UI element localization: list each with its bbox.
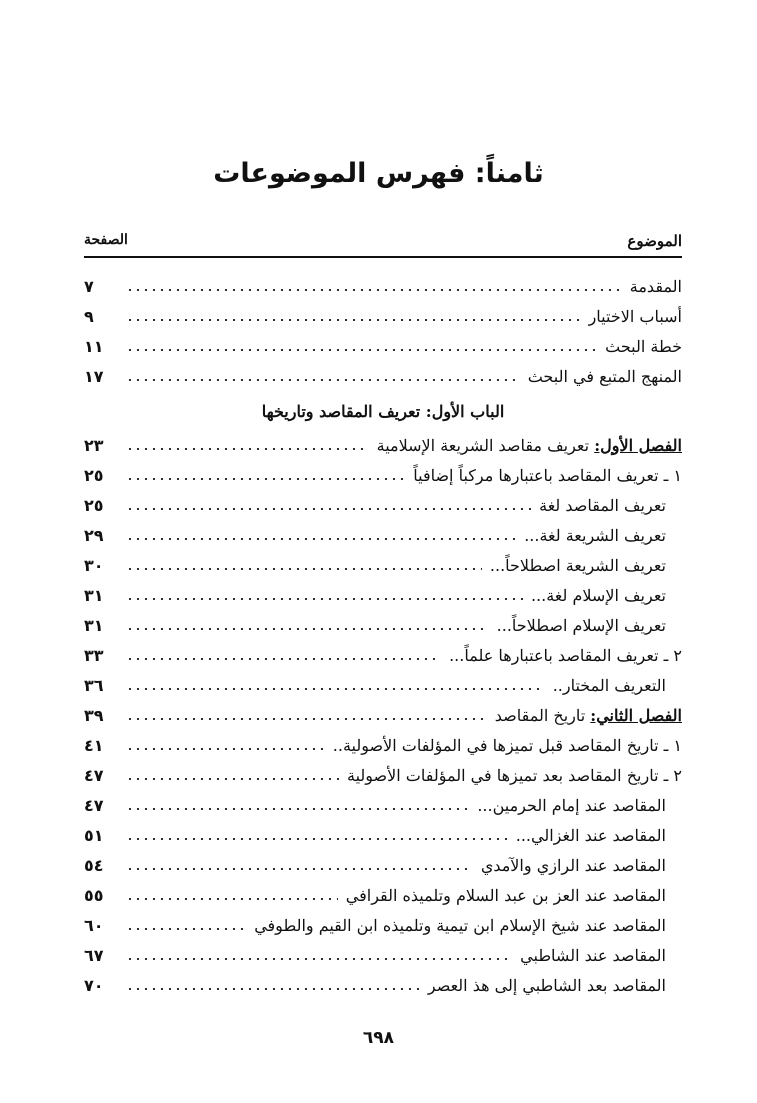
entry-page: ٤٧ xyxy=(84,765,104,785)
entry-page: ٣٣ xyxy=(84,645,104,665)
index-entry xyxy=(84,670,682,700)
index-entry xyxy=(84,640,682,670)
dot-leader xyxy=(126,838,508,840)
entry-page: ٦٠ xyxy=(84,915,104,935)
index-entry xyxy=(84,331,682,361)
index-entry xyxy=(84,910,682,940)
index-entry-chapter xyxy=(84,430,682,460)
dot-leader xyxy=(126,289,622,291)
index-entry xyxy=(84,580,682,610)
entry-page: ٧٠ xyxy=(84,975,104,995)
entry-title: أسباب الاختيار xyxy=(588,306,682,326)
topic-column-header: الموضوع xyxy=(627,232,682,250)
entry-page: ٩ xyxy=(84,306,94,326)
entry-title: ١ ـ تعريف المقاصد باعتبارها مركباً إضافياً xyxy=(413,465,682,485)
entry-title: خطة البحث xyxy=(605,336,682,356)
entry-title: تعريف الشريعة اصطلاحاً... xyxy=(489,555,666,575)
index-header xyxy=(84,232,682,258)
chapter-title: تاريخ المقاصد xyxy=(494,705,586,725)
entry-page: ٤٧ xyxy=(84,795,104,815)
entry-page: ١١ xyxy=(84,336,104,356)
index-entry xyxy=(84,850,682,880)
index-entry xyxy=(84,460,682,490)
entry-title: المقاصد عند الغزالي... xyxy=(515,825,666,845)
page-number: ٦٩٨ xyxy=(362,1028,395,1048)
entry-page: ٦٧ xyxy=(84,945,104,965)
chapter-title: تعريف مقاصد الشريعة الإسلامية xyxy=(376,435,590,455)
index-entry xyxy=(84,610,682,640)
entry-title: ٢ ـ تعريف المقاصد باعتبارها علماً... xyxy=(449,645,682,665)
entry-page: ٧ xyxy=(84,276,94,296)
dot-leader xyxy=(126,319,581,321)
dot-leader xyxy=(126,658,441,660)
entry-page: ٣١ xyxy=(84,585,104,605)
entry-page: ٥٥ xyxy=(84,885,104,905)
entry-page: ٥٤ xyxy=(84,855,104,875)
entry-title: المقاصد عند شيخ الإسلام ابن تيمية وتلميذه ابن القيم والطوفي xyxy=(254,915,666,935)
page-column-header: الصفحة xyxy=(84,232,128,248)
entry-title: المقاصد عند الشاطبي xyxy=(520,945,666,965)
dot-leader xyxy=(126,688,545,690)
entry-page: ٢٣ xyxy=(84,435,104,455)
index-entry xyxy=(84,820,682,850)
entry-page: ٣١ xyxy=(84,615,104,635)
entry-title: ١ ـ تاريخ المقاصد قبل تميزها في المؤلفات الأصولية.. xyxy=(332,735,682,755)
entry-title: تعريف الإسلام لغة... xyxy=(530,585,666,605)
dot-leader xyxy=(126,778,339,780)
dot-leader xyxy=(126,808,469,810)
dot-leader xyxy=(126,538,516,540)
entry-page: ٥١ xyxy=(84,825,104,845)
entry-page: ٣٠ xyxy=(84,555,104,575)
dot-leader xyxy=(126,478,405,480)
dot-leader xyxy=(126,508,531,510)
entry-title: المقاصد عند الرازي والآمدي xyxy=(480,855,666,875)
entry-title xyxy=(377,436,682,455)
entry-page: ٢٩ xyxy=(84,525,104,545)
chapter-label: الفصل الثاني: xyxy=(590,705,682,725)
index-entry xyxy=(84,730,682,760)
section-heading: الباب الأول: تعريف المقاصد وتاريخها xyxy=(261,402,505,421)
entry-title: المقاصد عند إمام الحرمين... xyxy=(477,795,666,815)
index-entry xyxy=(84,301,682,331)
entry-title: المنهج المتبع في البحث xyxy=(527,366,682,386)
entry-title: المقاصد عند العز بن عبد السلام وتلميذه القرافي xyxy=(345,885,666,905)
dot-leader xyxy=(126,568,482,570)
index-entry xyxy=(84,271,682,301)
dot-leader xyxy=(126,598,523,600)
index-entry xyxy=(84,970,682,1000)
index-entry xyxy=(84,490,682,520)
dot-leader xyxy=(126,448,369,450)
index-entry-chapter xyxy=(84,700,682,730)
entry-title: تعريف الإسلام اصطلاحاً... xyxy=(496,615,666,635)
entry-title: المقدمة xyxy=(629,276,682,296)
entry-page: ١٧ xyxy=(84,366,104,386)
dot-leader xyxy=(126,379,520,381)
dot-leader xyxy=(126,868,473,870)
dot-leader xyxy=(126,718,487,720)
index-entry xyxy=(84,940,682,970)
entry-page: ٣٩ xyxy=(84,705,104,725)
index-entry xyxy=(84,520,682,550)
dot-leader xyxy=(126,988,420,990)
dot-leader xyxy=(126,748,325,750)
entry-title: تعريف الشريعة لغة... xyxy=(524,525,666,545)
entry-title: ٢ ـ تاريخ المقاصد بعد تميزها في المؤلفات الأصولية xyxy=(347,765,682,785)
entry-page: ٢٥ xyxy=(84,465,104,485)
index-entry xyxy=(84,790,682,820)
index-entry xyxy=(84,550,682,580)
index-entry xyxy=(84,361,682,391)
dot-leader xyxy=(126,349,597,351)
dot-leader xyxy=(126,958,512,960)
dot-leader xyxy=(126,628,489,630)
entry-page: ٢٥ xyxy=(84,495,104,515)
entry-page: ٤١ xyxy=(84,735,104,755)
entry-title: المقاصد بعد الشاطبي إلى هذ العصر xyxy=(427,975,666,995)
index-entry xyxy=(84,760,682,790)
chapter-label: الفصل الأول: xyxy=(594,435,682,455)
page-title: ثامناً: فهرس الموضوعات xyxy=(213,158,544,189)
dot-leader xyxy=(126,928,246,930)
index-entry xyxy=(84,880,682,910)
dot-leader xyxy=(126,898,338,900)
entry-title xyxy=(495,706,682,725)
entry-title: تعريف المقاصد لغة xyxy=(539,495,666,515)
entry-page: ٣٦ xyxy=(84,675,104,695)
entry-title: التعريف المختار.. xyxy=(552,675,666,695)
